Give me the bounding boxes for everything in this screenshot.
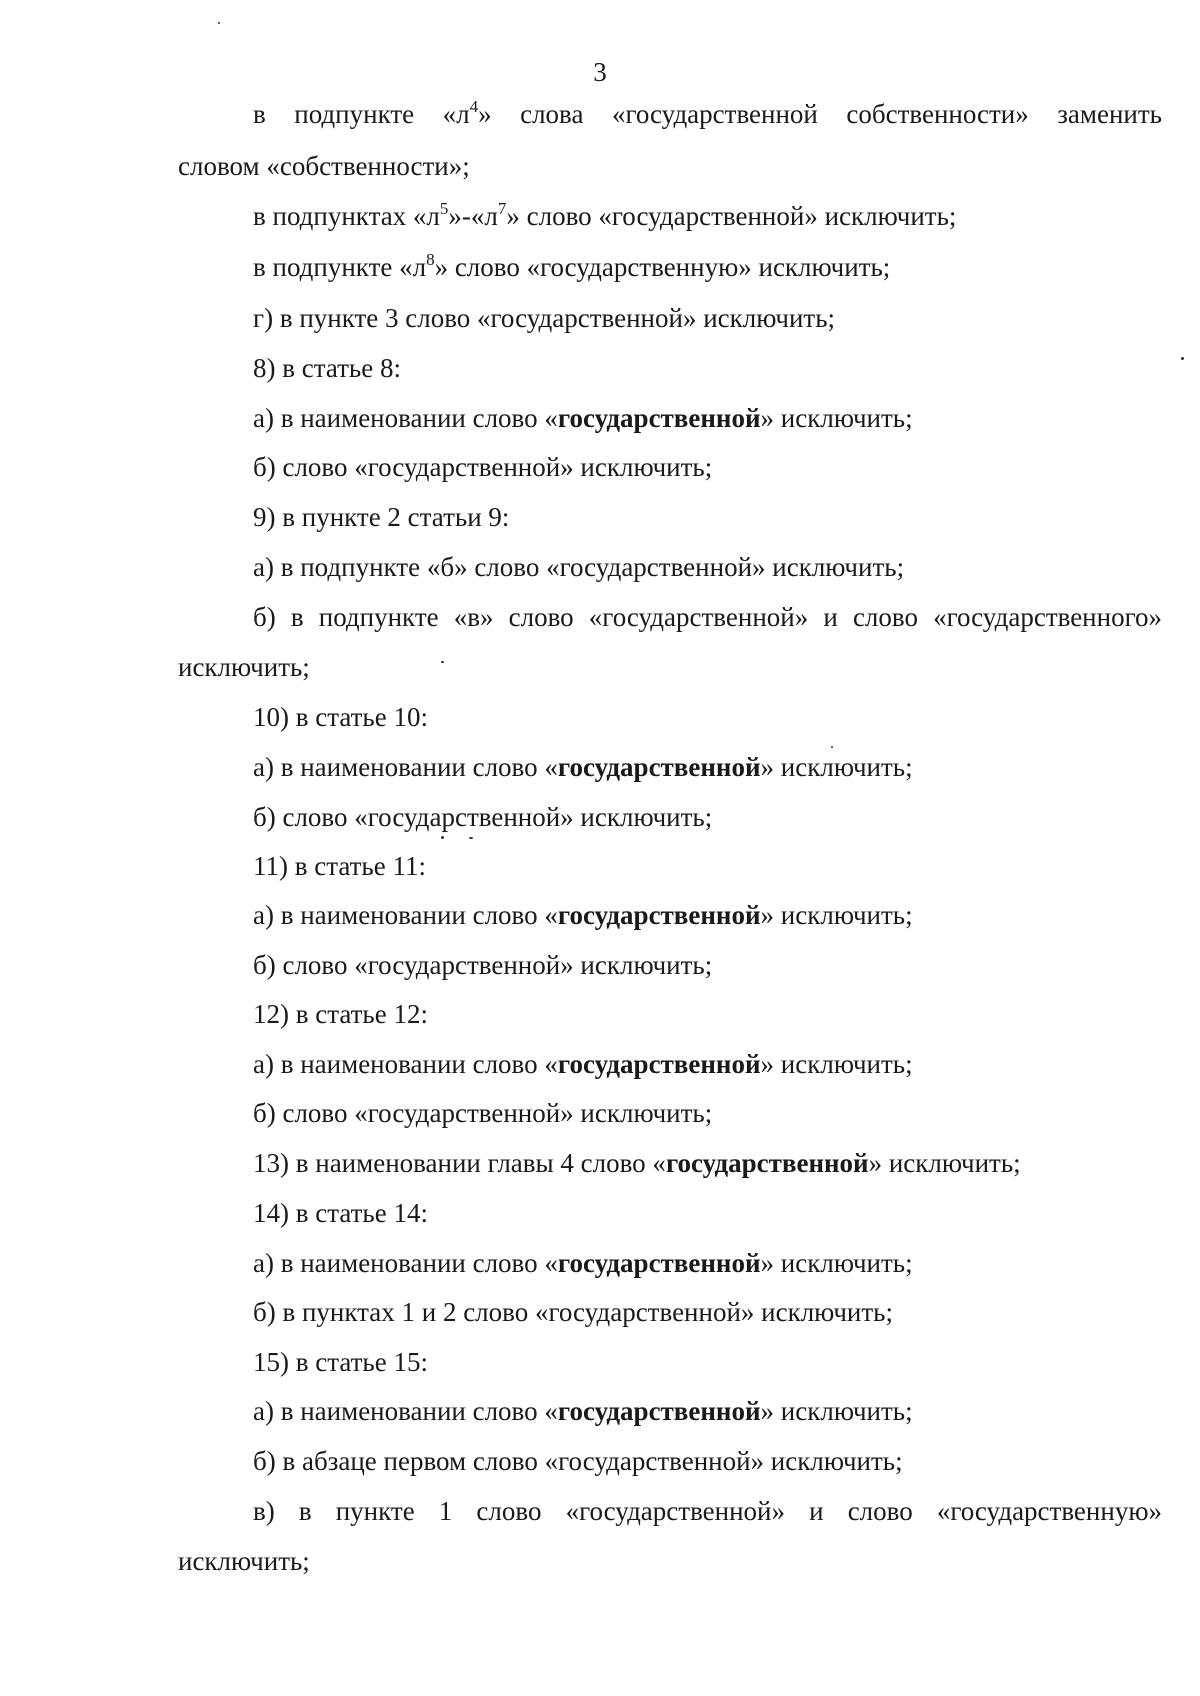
paragraph-line: словом «собственности»; — [178, 151, 470, 181]
text-run: » слово «государственную» исключить; — [434, 252, 891, 282]
paragraph-line: а) в подпункте «б» слово «государственной» исключить; — [253, 552, 905, 582]
paragraph-line — [253, 1243, 913, 1283]
paragraph-line — [253, 747, 913, 787]
paragraph-line: 9) в пункте 2 статьи 9: — [253, 502, 510, 532]
text-run: » исключить; — [760, 403, 913, 433]
paragraph-line: в) в пункте 1 слово «государственной» и слово «государственную» — [253, 1496, 1162, 1526]
scan-speck — [469, 837, 473, 839]
superscript: 8 — [426, 250, 435, 269]
bold-term: государственной — [557, 752, 761, 782]
paragraph-line: б) слово «государственной» исключить; — [253, 1098, 713, 1128]
paragraph-line: г) в пункте 3 слово «государственной» исключить; — [253, 303, 836, 333]
paragraph-line — [253, 1044, 913, 1084]
bold-term: государственной — [557, 1248, 761, 1278]
text-run: »-«л — [448, 201, 498, 231]
text-run: » исключить; — [760, 1248, 913, 1278]
text-run: в подпункте «л — [253, 99, 470, 129]
bold-term: государственной — [557, 1396, 761, 1426]
paragraph-line: исключить; — [178, 1546, 310, 1576]
paragraph-line: исключить; — [178, 652, 310, 682]
paragraph-line: 15) в статье 15: — [253, 1347, 428, 1377]
paragraph-line — [253, 196, 956, 236]
paragraph-line: 8) в статье 8: — [253, 353, 401, 383]
paragraph-line — [253, 1143, 1021, 1183]
text-run: » исключить; — [868, 1148, 1021, 1178]
paragraph-line — [253, 94, 1162, 134]
bold-term: государственной — [557, 403, 761, 433]
text-run: в подпунктах «л — [253, 201, 440, 231]
paragraph-line: б) в абзаце первом слово «государственной» исключить; — [253, 1446, 903, 1476]
text-run: а) в наименовании слово « — [253, 1396, 558, 1426]
text-run: 13) в наименовании главы 4 слово « — [253, 1148, 666, 1178]
text-run: а) в наименовании слово « — [253, 1248, 558, 1278]
paragraph-line: б) в подпункте «в» слово «государственной» и слово «государственного» — [253, 602, 1162, 632]
scan-speck — [441, 661, 444, 663]
text-run: в подпункте «л — [253, 252, 427, 282]
text-run: » слова «государственной собственности» заменить — [478, 99, 1162, 129]
paragraph-line: 14) в статье 14: — [253, 1198, 428, 1228]
paragraph-line — [253, 398, 913, 438]
paragraph-line: 10) в статье 10: — [253, 702, 428, 732]
text-run: » исключить; — [760, 752, 913, 782]
superscript: 5 — [439, 199, 449, 218]
paragraph-line — [253, 247, 890, 287]
paragraph-line: 12) в статье 12: — [253, 999, 428, 1029]
paragraph-line — [253, 1391, 913, 1431]
superscript: 4 — [469, 97, 479, 116]
superscript: 7 — [497, 199, 507, 218]
text-run: а) в наименовании слово « — [253, 900, 558, 930]
paragraph-line: б) в пунктах 1 и 2 слово «государственной» исключить; — [253, 1297, 893, 1327]
text-run: а) в наименовании слово « — [253, 403, 558, 433]
bold-term: государственной — [557, 900, 761, 930]
text-run: » исключить; — [760, 900, 913, 930]
paragraph-line: б) слово «государственной» исключить; — [253, 950, 713, 980]
paragraph-line: б) слово «государственной» исключить; — [253, 452, 713, 482]
scan-speck — [1181, 357, 1184, 360]
text-run: » слово «государственной» исключить; — [506, 201, 957, 231]
bold-term: государственной — [665, 1148, 869, 1178]
paragraph-line — [253, 895, 913, 935]
scan-speck — [831, 746, 833, 748]
scan-speck — [441, 836, 444, 839]
page-number: 3 — [593, 57, 607, 87]
text-run: а) в наименовании слово « — [253, 752, 558, 782]
scan-speck — [218, 22, 220, 24]
text-run: » исключить; — [760, 1396, 913, 1426]
text-run: » исключить; — [760, 1049, 913, 1079]
paragraph-line: б) слово «государственной» исключить; — [253, 802, 713, 832]
bold-term: государственной — [557, 1049, 761, 1079]
paragraph-line: 11) в статье 11: — [253, 851, 426, 881]
text-run: а) в наименовании слово « — [253, 1049, 558, 1079]
